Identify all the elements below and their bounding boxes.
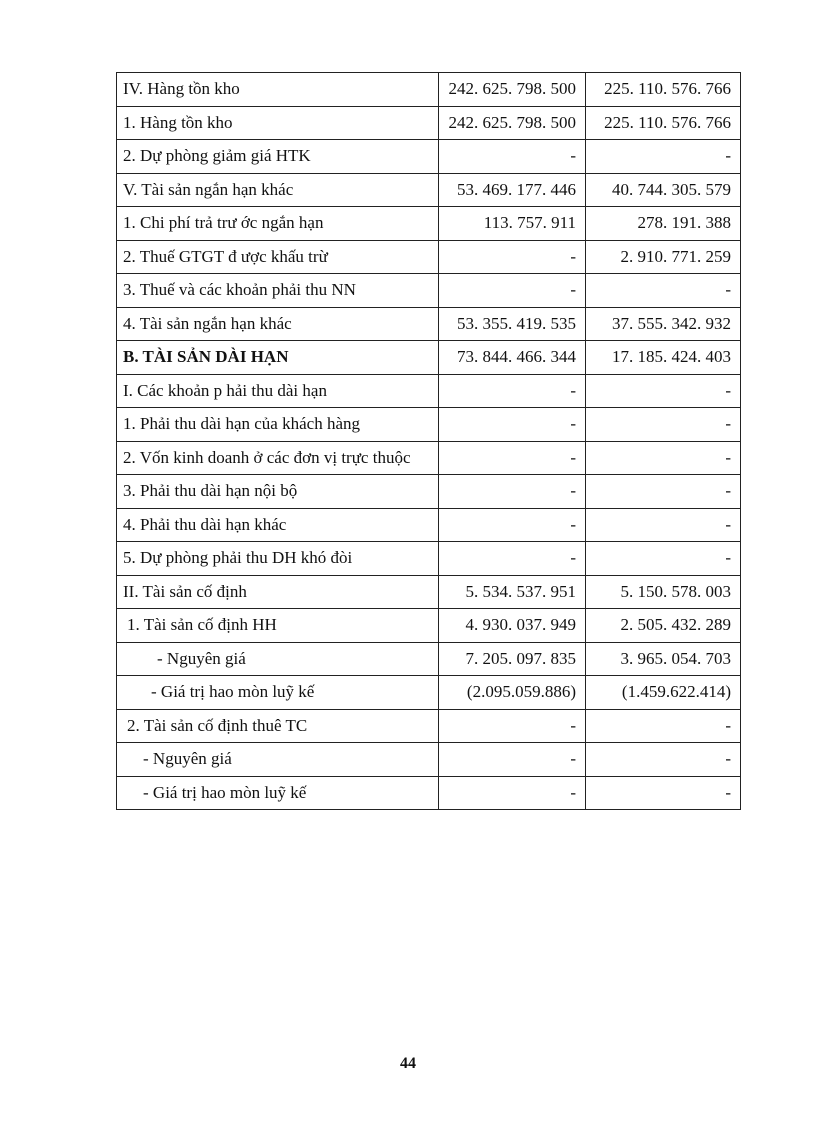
row-label: I. Các khoản p hải thu dài hạn [117, 374, 439, 408]
value-cell: - [586, 709, 741, 743]
value-cell: - [439, 374, 586, 408]
table-row [117, 341, 741, 375]
value-cell: 3. 965. 054. 703 [586, 642, 741, 676]
value-cell: - [439, 408, 586, 442]
value-cell: - [586, 408, 741, 442]
row-label: 1. Chi phí trả trư ớc ngắn hạn [117, 207, 439, 241]
value-cell: 17. 185. 424. 403 [586, 341, 741, 375]
row-label: 3. Phải thu dài hạn nội bộ [117, 475, 439, 509]
row-label: V. Tài sản ngắn hạn khác [117, 173, 439, 207]
table-row [117, 441, 741, 475]
value-cell: - [586, 140, 741, 174]
page-number: 44 [400, 1055, 416, 1072]
row-label: 2. Tài sản cố định thuê TC [117, 709, 439, 743]
value-cell: 4. 930. 037. 949 [439, 609, 586, 643]
value-cell: - [439, 709, 586, 743]
value-cell: 2. 910. 771. 259 [586, 240, 741, 274]
value-cell: - [439, 475, 586, 509]
value-cell: 2. 505. 432. 289 [586, 609, 741, 643]
table-row [117, 408, 741, 442]
table-row [117, 676, 741, 710]
value-cell: 242. 625. 798. 500 [439, 73, 586, 107]
section-heading: B. TÀI SẢN DÀI HẠN [117, 341, 439, 375]
row-label: 1. Hàng tồn kho [117, 106, 439, 140]
row-label: - Giá trị hao mòn luỹ kế [117, 676, 439, 710]
table-row [117, 743, 741, 777]
value-cell: 53. 355. 419. 535 [439, 307, 586, 341]
value-cell: 37. 555. 342. 932 [586, 307, 741, 341]
value-cell: - [439, 274, 586, 308]
table-row [117, 709, 741, 743]
value-cell: 5. 534. 537. 951 [439, 575, 586, 609]
row-label: 3. Thuế và các khoản phải thu NN [117, 274, 439, 308]
value-cell: - [586, 274, 741, 308]
value-cell: - [586, 441, 741, 475]
table-row [117, 475, 741, 509]
row-label: - Nguyên giá [117, 642, 439, 676]
table-row [117, 73, 741, 107]
table-row [117, 307, 741, 341]
row-label: - Giá trị hao mòn luỹ kế [117, 776, 439, 810]
value-cell: 5. 150. 578. 003 [586, 575, 741, 609]
table-row [117, 106, 741, 140]
value-cell: - [586, 508, 741, 542]
value-cell: 73. 844. 466. 344 [439, 341, 586, 375]
row-label: 2. Vốn kinh doanh ở các đơn vị trực thuộc [117, 441, 439, 475]
value-cell: - [586, 374, 741, 408]
table-row [117, 575, 741, 609]
table-row [117, 609, 741, 643]
row-label: II. Tài sản cố định [117, 575, 439, 609]
table-row [117, 240, 741, 274]
value-cell: - [439, 743, 586, 777]
table-row [117, 776, 741, 810]
value-cell: - [439, 776, 586, 810]
table-row [117, 207, 741, 241]
value-cell: 7. 205. 097. 835 [439, 642, 586, 676]
value-cell: 40. 744. 305. 579 [586, 173, 741, 207]
value-cell: 113. 757. 911 [439, 207, 586, 241]
table-row [117, 642, 741, 676]
table-row [117, 374, 741, 408]
row-label: 4. Phải thu dài hạn khác [117, 508, 439, 542]
value-cell: - [586, 542, 741, 576]
value-cell: - [586, 776, 741, 810]
row-label: 2. Dự phòng giảm giá HTK [117, 140, 439, 174]
table-row [117, 508, 741, 542]
value-cell: - [439, 441, 586, 475]
value-cell: 53. 469. 177. 446 [439, 173, 586, 207]
row-label: - Nguyên giá [117, 743, 439, 777]
row-label: 2. Thuế GTGT đ ược khấu trừ [117, 240, 439, 274]
value-cell: 242. 625. 798. 500 [439, 106, 586, 140]
value-cell: (1.459.622.414) [586, 676, 741, 710]
table-row [117, 173, 741, 207]
balance-sheet-table [116, 72, 741, 810]
value-cell: 278. 191. 388 [586, 207, 741, 241]
value-cell: - [439, 542, 586, 576]
value-cell: - [439, 140, 586, 174]
row-label: 1. Phải thu dài hạn của khách hàng [117, 408, 439, 442]
row-label: 5. Dự phòng phải thu DH khó đòi [117, 542, 439, 576]
value-cell: 225. 110. 576. 766 [586, 73, 741, 107]
value-cell: - [586, 475, 741, 509]
table-row [117, 140, 741, 174]
table-row [117, 542, 741, 576]
value-cell: - [439, 240, 586, 274]
value-cell: 225. 110. 576. 766 [586, 106, 741, 140]
row-label: 1. Tài sản cố định HH [117, 609, 439, 643]
row-label: 4. Tài sản ngắn hạn khác [117, 307, 439, 341]
value-cell: - [586, 743, 741, 777]
table-row [117, 274, 741, 308]
row-label: IV. Hàng tồn kho [117, 73, 439, 107]
value-cell: (2.095.059.886) [439, 676, 586, 710]
value-cell: - [439, 508, 586, 542]
